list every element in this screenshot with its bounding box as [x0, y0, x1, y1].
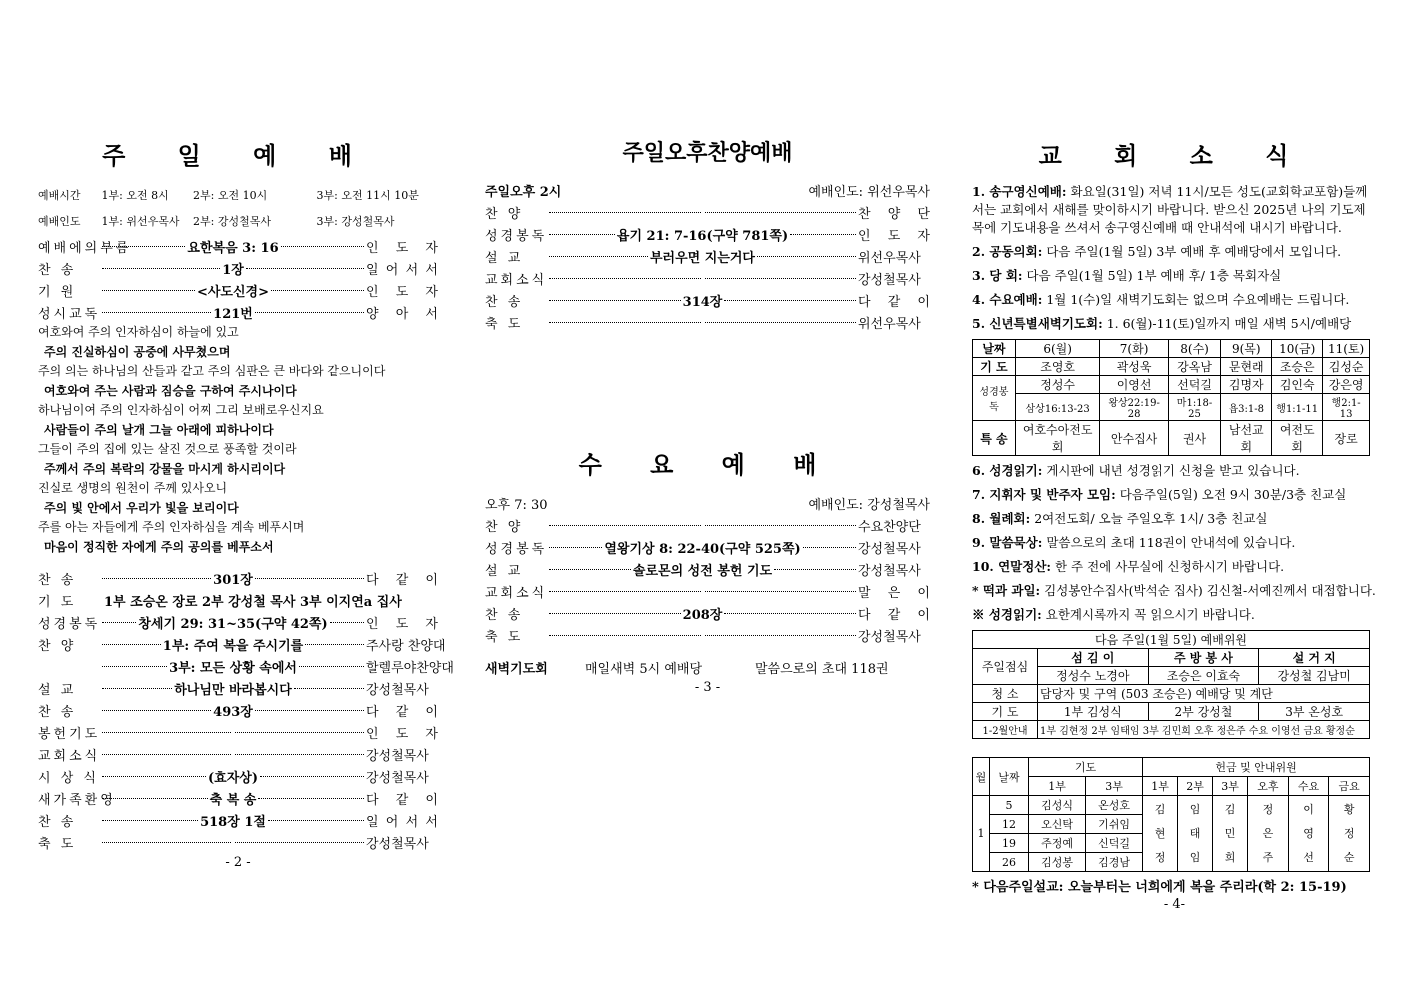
item-label: 성경봉독: [485, 228, 548, 244]
item-content: 1부: 주여 복을 주시기를: [162, 638, 304, 654]
table-cell: 10(금): [1272, 340, 1323, 358]
prayer1-cell: 김성식: [1029, 796, 1086, 815]
service-row: [38, 743, 438, 765]
item-person: 강성철목사: [858, 563, 921, 579]
service-row: [38, 611, 438, 633]
item-label: 성시교독: [38, 306, 101, 322]
item-person: 할렐루야찬양대: [366, 660, 454, 676]
item-content: 부러우면 지는거다: [650, 250, 755, 266]
item-content: 요한복음 3: 16: [187, 240, 279, 256]
table-cell: 6(월): [1015, 340, 1100, 358]
item-label: 찬 송: [485, 607, 524, 623]
news-item: [972, 558, 1377, 576]
page-4: [972, 130, 1377, 912]
date-cell: 19: [990, 834, 1029, 853]
service-row: [38, 279, 438, 301]
news-text: 한 주 전에 사무실에 신청하시기 바랍니다.: [1055, 559, 1285, 574]
table-cell: 여호수아전도회: [1015, 421, 1100, 456]
table-cell: 행2:1-13: [1323, 394, 1370, 421]
table-cell: 행1:1-11: [1272, 394, 1323, 421]
item-person: 말 은 이: [858, 585, 930, 601]
item-content: 1장: [222, 262, 244, 278]
news-heading: 7. 지휘자 및 반주자 모임:: [972, 487, 1116, 502]
prayer-schedule-table: [972, 339, 1370, 456]
item-person: 강성철목사: [366, 770, 429, 786]
wednesday-order: [485, 514, 930, 646]
table-cell: 8(수): [1168, 340, 1221, 358]
news-text: 다음 주일(1월 5일) 1부 예배 후/ 1층 목회자실: [1026, 268, 1282, 283]
table-cell: 권사: [1168, 421, 1221, 456]
table-cell: 수요: [1288, 777, 1329, 796]
item-label: 축 도: [485, 316, 524, 332]
table-cell: 3부: [1213, 777, 1248, 796]
responsive-line: 그들이 주의 집에 있는 살진 것으로 풍족할 것이라: [38, 442, 297, 456]
service-row: [38, 257, 438, 279]
news-heading: 5. 신년특별새벽기도회:: [972, 316, 1103, 331]
table-cell: 11(토): [1323, 340, 1370, 358]
offering-cell: 정 은 주: [1248, 796, 1289, 872]
item-person: 인 도 자: [366, 726, 438, 742]
page-2: [38, 130, 454, 870]
service-row: [38, 655, 454, 677]
worship-time: 예배시간 1부: 오전 8시 2부: 오전 10시 3부: 오전 11시 10분: [38, 189, 419, 202]
item-content: (효자상): [208, 770, 258, 786]
afternoon-header: 주일오후 2시 예배인도: 위선우목사: [485, 184, 930, 200]
service-row: [38, 633, 446, 655]
service-row: [38, 567, 438, 589]
table-cell: 강옥남: [1168, 358, 1221, 376]
news-list-2: [972, 462, 1377, 576]
table-cell: 여전도회: [1272, 421, 1323, 456]
news-text: 말씀으로의 초대 118권이 안내석에 있습니다.: [1046, 535, 1296, 550]
item-content: 하나님만 바라봅시다: [174, 682, 292, 698]
church-news-title: 교 회 소 식: [1038, 141, 1311, 170]
service-row: [485, 536, 930, 558]
item-label: 찬 양: [485, 206, 524, 222]
item-person: 강성철목사: [858, 629, 921, 645]
item-label: 축 도: [38, 836, 77, 852]
prayer3-cell: 신덕길: [1086, 834, 1143, 853]
table-cell: 안수집사: [1100, 421, 1168, 456]
table-cell: 김인숙: [1272, 376, 1323, 394]
news-heading: 4. 수요예배:: [972, 292, 1043, 307]
notes: [972, 582, 1377, 624]
item-label: 찬 양: [38, 638, 77, 654]
item-person: 강성철목사: [858, 541, 921, 557]
prayer1-cell: 김성봉: [1029, 853, 1086, 872]
news-text: 게시판에 내년 성경읽기 신청을 받고 있습니다.: [1046, 463, 1300, 478]
lunch-label: 주일점심: [973, 649, 1038, 685]
news-item: [972, 267, 1377, 285]
news-item: [972, 534, 1377, 552]
news-item: [972, 243, 1377, 261]
item-label: 축 도: [485, 629, 524, 645]
item-label: 시 상 식: [38, 770, 99, 786]
table-cell: 정성수: [1015, 376, 1100, 394]
service-row: [38, 589, 438, 611]
service-row: [38, 809, 438, 831]
service-row: [485, 602, 930, 624]
item-label: 설 교: [485, 563, 524, 579]
date-cell: 26: [990, 853, 1029, 872]
item-content: 301장: [213, 572, 253, 588]
service-row: [485, 245, 930, 267]
news-text: 1. 6(월)-11(토)일까지 매일 새벽 5시/예배당: [1106, 316, 1352, 331]
offering-cell: 임 태 임: [1178, 796, 1213, 872]
offering-cell: 김 민 희: [1213, 796, 1248, 872]
service-row: [485, 267, 930, 289]
table-cell: 3부: [1086, 777, 1143, 796]
table-cell: 이영선: [1100, 376, 1168, 394]
responsive-line: 주의 빛 안에서 우리가 빛을 보리이다: [44, 500, 239, 515]
item-person: 양 아 서: [366, 306, 438, 322]
item-label: 성경봉독: [38, 616, 101, 632]
table-cell: 삼상16:13-23: [1015, 394, 1100, 421]
item-label: 교회소식: [38, 748, 101, 764]
news-item: [972, 462, 1377, 480]
service-row: [485, 558, 930, 580]
responsive-line: 주를 아는 자들에게 주의 인자하심을 계속 베푸시며: [38, 520, 305, 534]
prayer3-cell: 온성호: [1086, 796, 1143, 815]
table-cell: 오후: [1248, 777, 1289, 796]
item-person: 강성철목사: [366, 836, 429, 852]
prayer-label: 기 도: [973, 703, 1038, 721]
service-row: [38, 721, 438, 743]
news-text: 요한계시록까지 꼭 읽으시기 바랍니다.: [1045, 607, 1255, 622]
news-item: [972, 510, 1377, 528]
item-content: 축 복 송: [209, 792, 257, 808]
item-label: 설 교: [485, 250, 524, 266]
item-label: 봉헌기도: [38, 726, 101, 742]
table-cell: 기 도: [973, 358, 1016, 376]
afternoon-worship-title: 주일오후찬양예배: [622, 140, 793, 166]
table-cell: 금요: [1329, 777, 1370, 796]
table-cell: 문현래: [1221, 358, 1272, 376]
item-label: 교회소식: [485, 272, 548, 288]
service-row: [485, 289, 930, 311]
page-number: - 3 -: [694, 680, 721, 695]
responsive-line: 사람들이 주의 날개 그늘 아래에 피하나이다: [44, 422, 274, 437]
item-content: 1부 조승온 장로 2부 강성철 목사 3부 이지연a 집사: [104, 594, 402, 610]
page-number: - 2 -: [225, 855, 251, 870]
responsive-line: 마음이 정직한 자에게 주의 공의를 베푸소서: [44, 539, 274, 554]
responsive-line: 주의 의는 하나님의 산들과 같고 주의 심판은 큰 바다와 같으니이다: [38, 364, 386, 378]
item-label: 설 교: [38, 682, 77, 698]
responsive-reading: [38, 323, 438, 557]
news-heading: 10. 연말정산:: [972, 559, 1052, 574]
service-row: [485, 223, 930, 245]
afternoon-order: [485, 201, 930, 333]
item-person: 일 어 서 서: [366, 262, 438, 278]
item-content: 493장: [213, 704, 253, 720]
news-heading: 6. 성경읽기:: [972, 463, 1043, 478]
item-content: 욥기 21: 7-16(구약 781쪽): [616, 228, 789, 244]
responsive-line: 주의 진실하심이 공중에 사무쳤으며: [44, 344, 231, 359]
table-cell: 1부: [1029, 777, 1086, 796]
item-person: 위선우목사: [858, 316, 921, 332]
next-week-committee-table: 다음 주일(1월 5일) 예배위원 주일점심 섬 김 이 주 방 봉 사 설 거 지 정성수 노경아 조승은 이효숙 강성철 김남미 청 소 담당자 및 구역 (503 조승은) 예배당 및 계단 기 도 1부 김성식 2부 강성철 3부 온성호 1-2월안내 1부 김현정 2부 임태임 3부 김민희 오후 정은주 수요 이영선 금요 황정순: [972, 630, 1370, 739]
item-content: 208장: [682, 607, 723, 623]
responsive-line: 하나님이여 주의 인자하심이 어찌 그리 보배로우신지요: [38, 403, 324, 417]
month-cell: 1: [973, 796, 990, 872]
committee-caption: 다음 주일(1월 5일) 예배위원: [973, 631, 1370, 649]
news-heading: 9. 말씀묵상:: [972, 535, 1043, 550]
item-person: 다 같 이: [858, 607, 930, 623]
prayer1-cell: 주정예: [1029, 834, 1086, 853]
item-label: 성경봉독: [485, 541, 548, 557]
service-row: [38, 677, 438, 699]
item-label: 찬 송: [38, 814, 77, 830]
service-row: [38, 787, 438, 809]
table-cell: 곽성욱: [1100, 358, 1168, 376]
item-person: 다 같 이: [858, 294, 930, 310]
item-content: 518장 1절: [200, 814, 266, 830]
item-label: 찬 송: [38, 262, 77, 278]
service-row: [485, 514, 930, 536]
service-row: [485, 201, 930, 223]
table-cell: 욥3:1-8: [1221, 394, 1272, 421]
table-cell: 7(화): [1100, 340, 1168, 358]
item-label: 교회소식: [485, 585, 548, 601]
cleaning-label: 청 소: [973, 685, 1038, 703]
news-text: 화요일(31일) 저녁 11시/모든 성도(교회학교포함)들께서는 교회에서 새해를 맞이하시기 바랍니다. 받으신 2025년 나의 기도제목에 기도내용을 쓰셔서 송구영신예배 때 안내석에 내시기 바랍니다.: [972, 184, 1368, 235]
item-person: 인 도 자: [366, 240, 438, 256]
next-sermon-note: * 다음주일설교: 오늘부터는 너희에게 복을 주리라(학 2: 15-19): [972, 880, 1347, 895]
date-cell: 5: [990, 796, 1029, 815]
news-text: 김성봉안수집사(박석순 집사) 김신철-서예진께서 대접합니다.: [1044, 583, 1376, 598]
service-row: [38, 699, 438, 721]
table-cell: 특 송: [973, 421, 1016, 456]
offering-cell: 이 영 선: [1288, 796, 1329, 872]
responsive-line: 주께서 주의 복락의 강물을 마시게 하시리이다: [44, 461, 286, 476]
item-person: 강성철목사: [858, 272, 921, 288]
news-heading: ※ 성경읽기:: [972, 607, 1042, 622]
news-text: 2여전도회/ 오늘 주일오후 1시/ 3층 친교실: [1034, 511, 1268, 526]
table-row: [973, 796, 1370, 815]
date-cell: 12: [990, 815, 1029, 834]
table-cell: 1부: [1143, 777, 1178, 796]
item-label: 찬 송: [38, 572, 77, 588]
table-cell: 조승은: [1272, 358, 1323, 376]
item-label: 기 도: [38, 594, 77, 610]
offering-cell: 김 현 정: [1143, 796, 1178, 872]
table-cell: 날짜: [973, 340, 1016, 358]
news-item: [972, 291, 1377, 309]
service-row: [485, 311, 930, 333]
news-heading: 3. 당 회:: [972, 268, 1023, 283]
news-item: [972, 315, 1377, 333]
table-cell: 마1:18-25: [1168, 394, 1221, 421]
service-row: [38, 235, 438, 257]
responsive-line: 진실로 생명의 원천이 주께 있사오니: [38, 481, 228, 495]
service-row: [485, 580, 930, 602]
wednesday-worship-title: 수 요 예 배: [578, 450, 837, 479]
service-row: [38, 831, 438, 853]
table-cell: 김성순: [1323, 358, 1370, 376]
table-cell: 9(목): [1221, 340, 1272, 358]
item-content: <사도신경>: [196, 284, 270, 300]
service-row: [38, 301, 438, 323]
service-row: [485, 624, 930, 646]
item-person: 인 도 자: [366, 616, 438, 632]
order-of-service-part1: [38, 235, 438, 323]
item-content: 열왕기상 8: 22-40(구약 525쪽): [604, 541, 801, 557]
service-row: [38, 765, 438, 787]
news-item: [972, 606, 1377, 624]
news-text: 1월 1(수)일 새벽기도회는 없으며 수요예배는 드립니다.: [1046, 292, 1350, 307]
news-item: [972, 183, 1377, 237]
item-label: 기 원: [38, 284, 77, 300]
item-content: 3부: 모든 상황 속에서: [169, 660, 297, 676]
news-heading: * 떡과 과일:: [972, 583, 1041, 598]
offering-cell: 황 정 순: [1329, 796, 1370, 872]
news-text: 다음주일(5일) 오전 9시 30분/3층 친교실: [1119, 487, 1347, 502]
item-person: 수요찬양단: [858, 519, 921, 535]
item-label: 예배에의부름: [38, 240, 132, 256]
news-item: [972, 486, 1377, 504]
item-person: 다 같 이: [366, 704, 438, 720]
item-label: 새가족환영: [38, 792, 116, 808]
item-person: 위선우목사: [858, 250, 921, 266]
order-of-service-part2: [38, 567, 454, 853]
dawn-prayer: 새벽기도회 매일새벽 5시 예배당 말씀으로의 초대 118권: [485, 661, 889, 677]
item-content: 121번: [213, 306, 253, 322]
news-heading: 1. 송구영신예배:: [972, 184, 1067, 199]
item-person: 찬 양 단: [858, 206, 930, 222]
news-heading: 8. 월례회:: [972, 511, 1031, 526]
prayer3-cell: 김경남: [1086, 853, 1143, 872]
table-cell: 2부: [1178, 777, 1213, 796]
prayer1-cell: 오신탁: [1029, 815, 1086, 834]
table-cell: 장로: [1323, 421, 1370, 456]
item-label: 찬 송: [485, 294, 524, 310]
item-person: 강성철목사: [366, 682, 429, 698]
item-person: 인 도 자: [366, 284, 438, 300]
wednesday-header: 오후 7: 30 예배인도: 강성철목사: [485, 497, 930, 513]
responsive-line: 여호와여 주는 사람과 짐승을 구하여 주시나이다: [44, 383, 297, 398]
page-number: - 4-: [1163, 897, 1186, 912]
item-label: 찬 송: [38, 704, 77, 720]
table-cell: 선덕길: [1168, 376, 1221, 394]
item-person: 다 같 이: [366, 572, 438, 588]
item-person: 인 도 자: [858, 228, 930, 244]
item-person: 일 어 서 서: [366, 814, 438, 830]
news-text: 다음 주일(1월 5일) 3부 예배 후 예배당에서 모입니다.: [1046, 244, 1342, 259]
item-content: 창세기 29: 31~35(구약 42쪽): [138, 616, 328, 632]
table-cell: 조영호: [1015, 358, 1100, 376]
table-cell: 강은영: [1323, 376, 1370, 394]
jan-feb-guide-label: 1-2월안내: [973, 721, 1038, 739]
table-cell: 김명자: [1221, 376, 1272, 394]
item-person: 강성철목사: [366, 748, 429, 764]
worship-leader: 예배인도 1부: 위선우목사 2부: 강성철목사 3부: 강성철목사: [38, 215, 395, 228]
news-list-1: [972, 183, 1377, 333]
item-content: 솔로몬의 성전 봉헌 기도: [632, 563, 773, 579]
prayer3-cell: 기쉬임: [1086, 815, 1143, 834]
table-cell: 남선교회: [1221, 421, 1272, 456]
page-3: [485, 130, 930, 695]
item-person: 주사랑 찬양대: [366, 638, 446, 654]
table-cell: 왕상22:19-28: [1100, 394, 1168, 421]
responsive-line: 여호와여 주의 인자하심이 하늘에 있고: [38, 325, 239, 339]
item-label: 찬 양: [485, 519, 524, 535]
item-content: 314장: [682, 294, 723, 310]
news-item: [972, 582, 1377, 600]
sunday-worship-title: 주 일 예 배: [102, 141, 374, 170]
monthly-committee-table: 월 날짜 기도 헌금 및 안내위원 1부 3부 1부 2부 3부 오후 수요 금요 1 5 김성식 온성호 김 현 정 임 태 임 김 민 희 정 은 주 이 영 선 황 정 순 12 오신탁 기쉬임 19 주정예 신덕길 26 김성봉 김경남: [972, 757, 1370, 872]
news-heading: 2. 공동의회:: [972, 244, 1043, 259]
item-person: 다 같 이: [366, 792, 438, 808]
bible-reading-label: 성경봉독: [973, 376, 1016, 421]
